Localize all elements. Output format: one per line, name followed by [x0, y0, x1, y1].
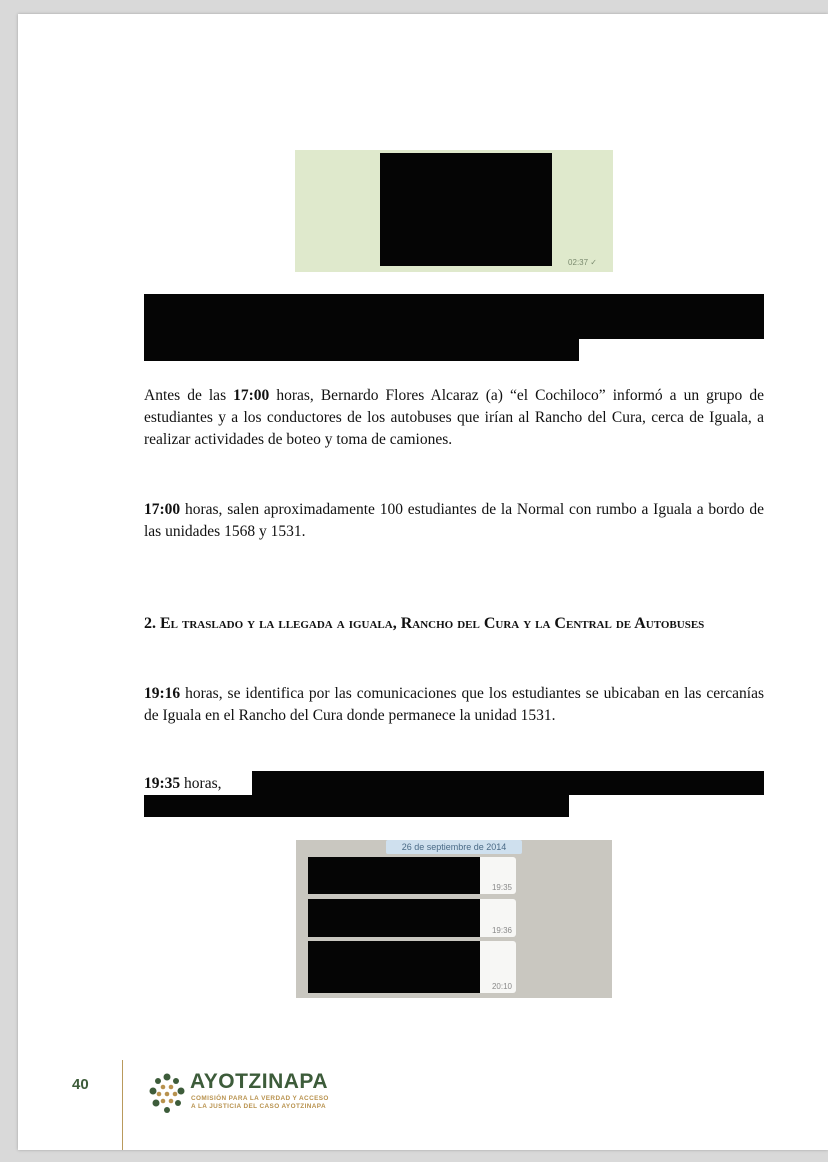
- paragraph-1-text: horas, Bernardo Flores Alcaraz (a) “el Cochiloco” informó a un grupo de estudiantes y a los conductores de los autobuses que irían al Rancho del Cura, cerca de Iguala, a realizar actividades de boteo y toma de camiones.: [144, 387, 764, 448]
- message-timestamp: 02:37 ✓: [568, 258, 597, 267]
- page-number: 40: [72, 1076, 89, 1093]
- paragraph-4-time: 19:35: [144, 775, 181, 792]
- redaction-block: [308, 857, 480, 894]
- section-heading: 2. El traslado y la llegada a iguala, Rancho del Cura y la Central de Autobuses: [144, 615, 705, 632]
- redaction-block: [380, 153, 552, 266]
- paragraph-1-time: 17:00: [233, 387, 270, 404]
- document-page: [18, 14, 828, 1150]
- chat-date-label: 26 de septiembre de 2014: [386, 840, 522, 854]
- brand-subtitle-line-1: COMISIÓN PARA LA VERDAD Y ACCESO: [191, 1095, 329, 1102]
- paragraph-1-lead: Antes de las: [144, 387, 234, 404]
- message-time: 19:35: [491, 883, 512, 892]
- turtle-logo-icon: [148, 1071, 186, 1115]
- chat-screenshot-2: [296, 840, 612, 998]
- paragraph-1: [144, 385, 764, 451]
- chat-message: [308, 941, 516, 993]
- paragraph-2: [144, 499, 764, 543]
- paragraph-4-text: horas,: [180, 775, 222, 792]
- footer-divider: [122, 1060, 123, 1150]
- message-time: 20:10: [491, 982, 512, 991]
- paragraph-2-time: 17:00: [144, 501, 181, 518]
- chat-screenshot-1: [295, 150, 613, 272]
- chat-message: [308, 899, 516, 937]
- paragraph-2-text: horas, salen aproximadamente 100 estudiantes de la Normal con rumbo a Iguala a bordo de las unidades 1568 y 1531.: [144, 501, 764, 540]
- message-time: 19:36: [491, 926, 512, 935]
- redaction-block: [144, 339, 579, 361]
- brand-name: AYOTZINAPA: [190, 1070, 329, 1093]
- redaction-block: [308, 899, 480, 937]
- paragraph-3-text: horas, se identifica por las comunicaciones que los estudiantes se ubicaban en las cercanías de Iguala en el Rancho del Cura donde permanece la unidad 1531.: [144, 685, 764, 724]
- redaction-block: [308, 941, 480, 993]
- redaction-block: [144, 795, 569, 817]
- paragraph-3: [144, 683, 764, 727]
- paragraph-3-time: 19:16: [144, 685, 181, 702]
- chat-message: [308, 857, 516, 894]
- redaction-block: [144, 294, 764, 339]
- brand-subtitle: [191, 1095, 391, 1111]
- brand-subtitle-line-2: A LA JUSTICIA DEL CASO AYOTZINAPA: [191, 1103, 326, 1110]
- redaction-block: [252, 771, 764, 795]
- paragraph-4: [144, 773, 222, 795]
